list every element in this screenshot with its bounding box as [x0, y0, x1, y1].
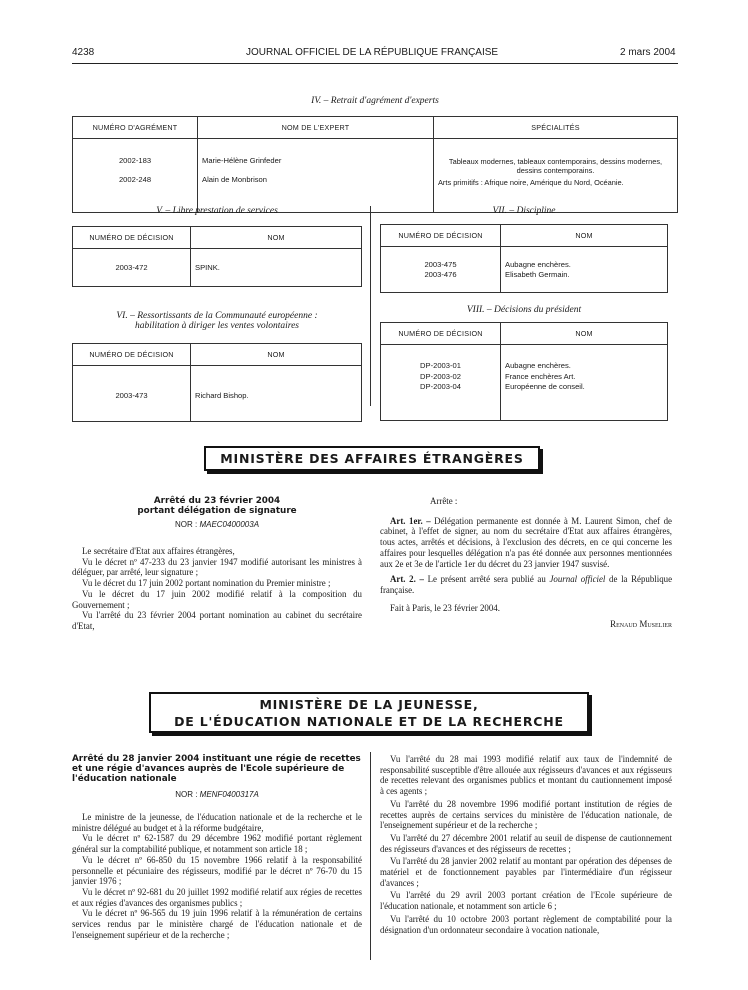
article-2 — [380, 574, 672, 595]
visas-block — [72, 812, 362, 940]
column-header: NOM — [191, 344, 362, 366]
article-1-label: Art. 1er. – — [390, 515, 431, 526]
section-v-table — [72, 226, 362, 287]
paragraph: Le secrétaire d'Etat aux affaires étrangères, — [82, 546, 235, 556]
column-header: NUMÉRO DE DÉCISION — [73, 344, 191, 366]
signature — [380, 619, 672, 630]
paragraph: Vu l'arrêté du 10 octobre 2003 portant règlement de comptabilité pour la désignation d'un ordonnateur secondaire à vocation nationale, — [380, 913, 672, 935]
section-iv-title: IV. – Retrait d'agrément d'experts — [311, 96, 439, 106]
paragraph: Vu l'arrêté du 27 décembre 2001 relatif au seuil de dispense de cautionnement des régisseurs d'avances et des régisseurs de recettes ; — [380, 832, 672, 854]
articles-block — [380, 496, 672, 630]
section-vi-subtitle: habilitation à diriger les ventes volontaires — [134, 321, 300, 331]
ministry-line-2: DE L'ÉDUCATION NATIONALE ET DE LA RECHERCHE — [174, 714, 564, 729]
signatory-name: Renaud Muselier — [610, 619, 672, 630]
column-header: NOM — [501, 225, 668, 247]
table-cell: DP-2003-01 — [420, 361, 461, 370]
table-cell: SPINK. — [195, 263, 220, 272]
column-header: NOM — [501, 323, 668, 345]
table-cell: 2003-475 — [424, 260, 457, 269]
article-2-text: Le présent arrêté sera publié au — [427, 574, 546, 585]
paragraph: Vu le décret du 17 juin 2002 portant nomination du Premier ministre ; — [82, 578, 331, 589]
column-header: NUMÉRO DE DÉCISION — [73, 227, 191, 249]
section-iv-table — [72, 116, 678, 213]
paragraph: Le ministre de la jeunesse, de l'éducation nationale et de la recherche et le ministre délégué au budget et à la réforme budgétaire, — [72, 812, 362, 833]
arrete-subtitle: portant délégation de signature — [137, 506, 297, 516]
nor-code: MENF0400317A — [199, 790, 259, 799]
ministry-line-1: MINISTÈRE DE LA JEUNESSE, — [259, 697, 479, 712]
column-divider — [370, 206, 371, 406]
table-cell: DP-2003-04 — [420, 382, 461, 391]
section-vii-title: VII. – Discipline — [492, 206, 556, 216]
page-number: 4238 — [72, 47, 95, 58]
table-cell: DP-2003-02 — [420, 371, 461, 381]
paragraph: Vu le décret nº 96-565 du 19 juin 1996 relatif à la rémunération de certains services rendus par le ministère chargé de l'éducation nationale et de l'enseignement supérieur et de la recherche ; — [72, 908, 362, 940]
nor-label: NOR : — [174, 520, 198, 529]
journal-reference: Journal officiel — [549, 574, 606, 585]
ministry-heading: MINISTÈRE DES AFFAIRES ÉTRANGÈRES — [204, 446, 540, 471]
article-2-label: Art. 2. – — [390, 574, 424, 585]
column-header: SPÉCIALITÉS — [434, 117, 678, 139]
ministry-heading — [149, 692, 589, 733]
paragraph: Vu le décret nº 66-850 du 15 novembre 1966 relatif à la responsabilité personnelle et pécuniaire des régisseurs, modifié par le décret nº 76-70 du 15 janvier 1976 ; — [72, 854, 362, 887]
section-vi-title: VI. – Ressortissants de la Communauté européenne : — [116, 311, 318, 321]
section-vi-table — [72, 343, 362, 422]
table-cell: Aubagne enchères. — [505, 260, 571, 269]
table-cell: Européenne de conseil. — [505, 382, 585, 391]
column-header: NOM DE L'EXPERT — [198, 117, 434, 139]
column-header: NUMÉRO DE DÉCISION — [381, 323, 501, 345]
nor-label: NOR : — [175, 790, 198, 799]
header-rule — [72, 63, 678, 64]
journal-title: JOURNAL OFFICIEL DE LA RÉPUBLIQUE FRANÇAISE — [246, 47, 499, 58]
paragraph: Vu l'arrêté du 29 avril 2003 portant création de l'Ecole supérieure de l'éducation nationale, et notamment son article 6 ; — [380, 890, 672, 912]
table-cell: 2002-183 — [118, 156, 152, 165]
table-cell: 2002-248 — [118, 175, 152, 184]
arrete-title: Arrêté du 23 février 2004 — [153, 496, 281, 506]
nor-code: MAEC0400003A — [199, 520, 260, 529]
table-cell: Marie-Hélène Grinfeder — [202, 156, 282, 165]
article-1 — [380, 516, 672, 570]
paragraph: Vu le décret nº 92-681 du 20 juillet 1992 modifié relatif aux régies de recettes et aux régies d'avances des organismes publics ; — [72, 886, 362, 908]
paragraph: Vu le décret nº 47-233 du 23 janvier 1947 modifié autorisant les ministres à déléguer, par arrêté, leur signature ; — [72, 556, 362, 578]
table-cell: Richard Bishop. — [195, 391, 249, 400]
column-divider — [370, 752, 371, 960]
visas-block — [72, 546, 362, 632]
paragraph: Vu l'arrêté du 28 janvier 2002 relatif au montant par opération des dépenses de matériel et de fonctionnement payables par l'intermédiaire d'un régisseur d'avances ; — [380, 856, 672, 888]
column-header: NUMÉRO D'AGRÉMENT — [73, 117, 198, 139]
table-cell: Alain de Monbrison — [202, 175, 268, 184]
column-header: NUMÉRO DE DÉCISION — [381, 225, 501, 247]
paragraph: Vu l'arrêté du 23 février 2004 portant nomination au cabinet du secrétaire d'Etat, — [72, 610, 362, 631]
done-at: Fait à Paris, le 23 février 2004. — [390, 602, 500, 613]
paragraph: Vu le décret du 17 juin 2002 modifié relatif à la composition du Gouvernement ; — [72, 588, 362, 610]
arrete-word: Arrête : — [430, 496, 458, 506]
header-date: 2 mars 2004 — [620, 47, 676, 58]
paragraph: Vu l'arrêté du 28 novembre 1996 modifié portant institution de régies de recettes auprès de certains services du ministère de l'éducation nationale, de l'enseignement supérieur et de la recherche ; — [380, 798, 672, 831]
paragraph: Vu le décret nº 62-1587 du 29 décembre 1962 modifié portant règlement général sur la comptabilité publique, et notamment son article 18 ; — [72, 833, 362, 855]
table-cell: Aubagne enchères. — [505, 361, 571, 370]
table-cell: France enchères Art. — [505, 371, 576, 381]
table-cell: 2003-476 — [424, 270, 457, 279]
section-v-title: V. – Libre prestation de services — [156, 206, 278, 216]
column-header: NOM — [191, 227, 362, 249]
article-1-text: Délégation permanente est donnée à M. Laurent Simon, chef de cabinet, à l'effet de signer, au nom du secrétaire d'Etat aux affaires étrangères, tous actes, arrêtés et décisions, à l'exclusion des décrets, en ce qui concerne les affaires pour lesquelles délégation n'a pas été donnée aux personnes mentionnées aux 2e et 3e de l'article 1er du décret du 23 janvier 1947 susvisé. — [380, 515, 672, 569]
table-cell: 2003-473 — [115, 391, 148, 400]
section-vii-table — [380, 224, 668, 293]
nor-reference — [72, 520, 362, 529]
paragraph: Vu l'arrêté du 28 mai 1993 modifié relatif aux taux de l'indemnité de responsabilité susceptible d'être allouée aux régisseurs d'avances et aux régisseurs de recettes relevant des organismes publics et montant du cautionnement imposé à ces agents ; — [380, 754, 672, 797]
arrete-title: Arrêté du 28 janvier 2004 instituant une régie de recettes et une régie d'avances auprès de l'Ecole supérieure de l'éducation nationale — [72, 754, 361, 784]
nor-reference — [72, 790, 362, 799]
table-cell: Arts primitifs : Afrique noire, Amérique du Nord, Océanie. — [438, 178, 624, 187]
table-cell: 2003-472 — [115, 263, 148, 272]
article-2-text-end: de la République française. — [380, 574, 673, 595]
visas-block-continued — [380, 754, 672, 935]
section-viii-title: VIII. – Décisions du président — [466, 305, 582, 315]
table-cell: Elisabeth Germain. — [505, 270, 570, 279]
section-viii-table — [380, 322, 668, 421]
table-cell: Tableaux modernes, tableaux contemporains, dessins modernes, dessins contemporains. — [448, 157, 663, 175]
